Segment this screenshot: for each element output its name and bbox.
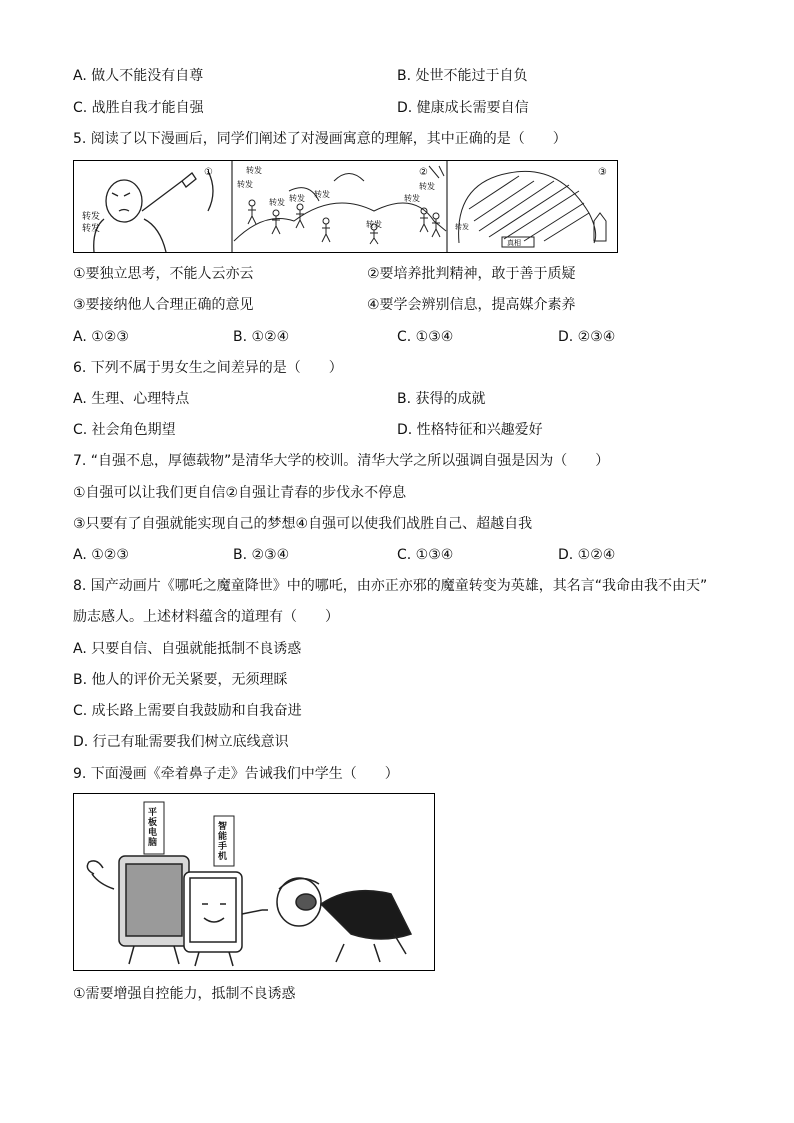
tablet-label-vertical: 平板电脑 xyxy=(148,808,158,848)
panel2-label-1: 转发 xyxy=(246,166,262,175)
q9-comic xyxy=(73,793,435,971)
tablet-figure xyxy=(87,856,189,964)
q4-option-a: A. 做人不能没有自尊 xyxy=(73,68,204,84)
q8-option-a: A. 只要自信、自强就能抵制不良诱惑 xyxy=(73,641,302,657)
q7-statements-line-2: ③只要有了自强就能实现自己的梦想④自强可以使我们战胜自己、超越自我 xyxy=(73,516,533,532)
q5-option-d: D. ②③④ xyxy=(558,329,616,345)
panel2-label-5: 转发 xyxy=(314,190,330,199)
q4-option-d: D. 健康成长需要自信 xyxy=(397,100,529,116)
q7-option-b: B. ②③④ xyxy=(233,547,290,563)
q6-option-b: B. 获得的成就 xyxy=(397,391,486,407)
panel2-label-2: 转发 xyxy=(237,180,253,189)
q5-comic-drawing xyxy=(74,161,617,252)
q7-option-a: A. ①②③ xyxy=(73,547,129,563)
q9-stem: 9. 下面漫画《牵着鼻子走》告诫我们中学生（ ） xyxy=(73,766,399,782)
q6-option-a: A. 生理、心理特点 xyxy=(73,391,190,407)
panel2-label-6: 转发 xyxy=(366,220,382,229)
q8-option-b: B. 他人的评价无关紧要，无须理睬 xyxy=(73,672,288,688)
q9-comic-drawing xyxy=(74,794,434,970)
panel1-number: ① xyxy=(204,167,213,178)
student-figure xyxy=(277,878,411,962)
q8-stem-line-1: 8. 国产动画片《哪吒之魔童降世》中的哪吒，由亦正亦邪的魔童转变为英雄，其名言“我命由我不由天” xyxy=(73,578,708,594)
panel2-drawing xyxy=(234,166,446,244)
phone-label-vertical: 智能手机 xyxy=(218,822,228,862)
q5-option-c: C. ①③④ xyxy=(397,329,454,345)
q7-statements-line-1: ①自强可以让我们更自信②自强让青春的步伐永不停息 xyxy=(73,485,407,501)
q5-statement-1: ①要独立思考，不能人云亦云 xyxy=(73,266,254,282)
q5-statement-2: ②要培养批判精神，敢于善于质疑 xyxy=(367,266,576,282)
q5-option-b: B. ①②④ xyxy=(233,329,290,345)
q7-option-c: C. ①③④ xyxy=(397,547,454,563)
panel2-label-8: 转发 xyxy=(419,182,435,191)
panel2-number: ② xyxy=(419,167,428,178)
q6-option-d: D. 性格特征和兴趣爱好 xyxy=(397,422,543,438)
panel2-label-7: 转发 xyxy=(404,194,420,203)
q4-option-b: B. 处世不能过于自负 xyxy=(397,68,528,84)
q7-option-d: D. ①②④ xyxy=(558,547,616,563)
panel1-figure xyxy=(94,171,213,252)
panel1-label-1: 转发 xyxy=(82,212,101,222)
q6-option-c: C. 社会角色期望 xyxy=(73,422,176,438)
q5-stem: 5. 阅读了以下漫画后，同学们阐述了对漫画寓意的理解，其中正确的是（ ） xyxy=(73,131,567,147)
panel1-label-2: 转发 xyxy=(82,224,101,234)
panel3-number: ③ xyxy=(598,167,607,178)
panel2-label-3: 转发 xyxy=(269,198,285,207)
q9-statement-1: ①需要增强自控能力，抵制不良诱惑 xyxy=(73,986,296,1002)
phone-figure xyxy=(184,872,268,966)
q6-stem: 6. 下列不属于男女生之间差异的是（ ） xyxy=(73,360,343,376)
q5-option-a: A. ①②③ xyxy=(73,329,129,345)
panel3-mountain xyxy=(459,171,606,247)
panel2-label-4: 转发 xyxy=(289,194,305,203)
q5-statement-3: ③要接纳他人合理正确的意见 xyxy=(73,297,254,313)
q7-stem: 7. “自强不息，厚德载物”是清华大学的校训。清华大学之所以强调自强是因为（ ） xyxy=(73,453,610,469)
panel3-label-2: 真相 xyxy=(507,239,521,247)
q8-stem-line-2: 励志感人。上述材料蕴含的道理有（ ） xyxy=(73,609,339,625)
q5-comic xyxy=(73,160,618,253)
q8-option-d: D. 行己有耻需要我们树立底线意识 xyxy=(73,734,289,750)
panel3-label-1: 转发 xyxy=(455,223,469,231)
q5-statement-4: ④要学会辨别信息，提高媒介素养 xyxy=(367,297,576,313)
q8-option-c: C. 成长路上需要自我鼓励和自我奋进 xyxy=(73,703,302,719)
q4-option-c: C. 战胜自我才能自强 xyxy=(73,100,204,116)
